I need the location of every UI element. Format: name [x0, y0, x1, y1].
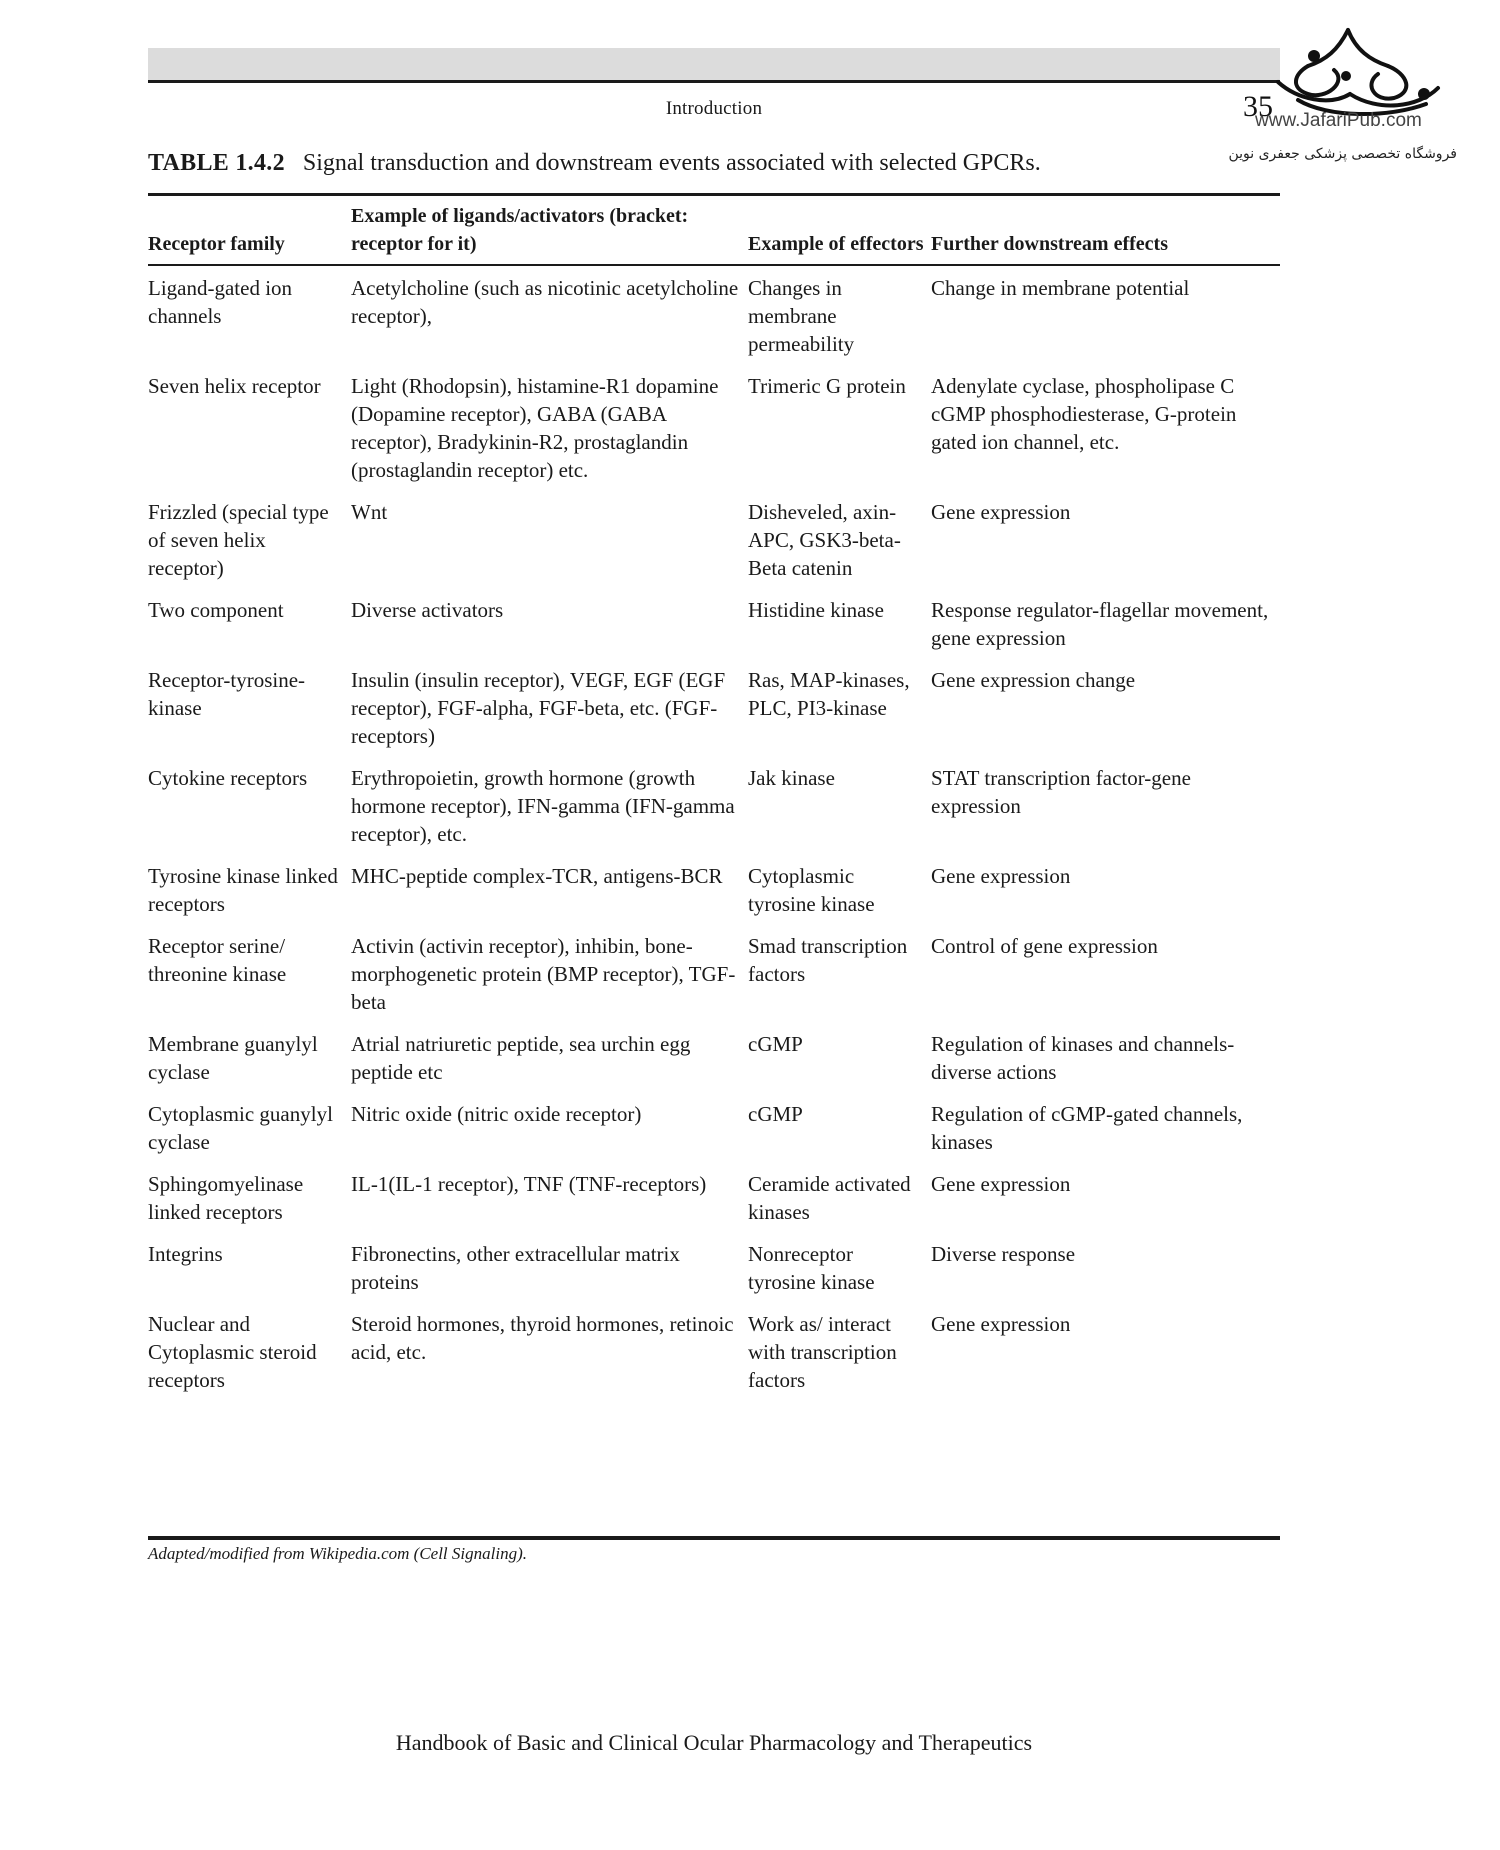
- book-title-footer: Handbook of Basic and Clinical Ocular Pharmacology and Therapeutics: [395, 1730, 1033, 1755]
- table-row: [148, 1100, 1280, 1170]
- table-row: [148, 1170, 1280, 1240]
- receptor-family-cell: Receptor-tyrosine-kinase: [148, 668, 306, 720]
- ligands-cell: IL-1(IL-1 receptor), TNF (TNF-receptors): [351, 1172, 707, 1196]
- receptor-family-cell: Receptor serine/ threonine kinase: [148, 934, 287, 986]
- table-row: [148, 1310, 1280, 1408]
- receptor-family-cell: Ligand-gated ion channels: [148, 276, 293, 328]
- column-header: Further downstream effects: [931, 233, 1168, 255]
- column-header: Example of ligands/activators (bracket: receptor for it): [351, 205, 689, 255]
- receptor-family-cell: Nuclear and Cytoplasmic steroid receptors: [148, 1312, 317, 1392]
- receptor-family-cell: Membrane guanylyl cyclase: [148, 1032, 318, 1084]
- ligands-cell: Erythropoietin, growth hormone (growth hormone receptor), IFN-gamma (IFN-gamma receptor), etc.: [351, 766, 735, 846]
- effectors-cell: Ceramide activated kinases: [748, 1172, 911, 1224]
- page-number: 35: [1243, 90, 1273, 123]
- table-row: [148, 1240, 1280, 1310]
- ligands-cell: Nitric oxide (nitric oxide receptor): [351, 1102, 642, 1126]
- table-row: [148, 1030, 1280, 1100]
- effectors-cell: Smad transcription factors: [748, 934, 908, 986]
- ligands-cell: Insulin (insulin receptor), VEGF, EGF (EGF receptor), FGF-alpha, FGF-beta, etc. (FGF-receptors): [351, 668, 726, 748]
- table-row: [148, 596, 1280, 666]
- downstream-effects-cell: Regulation of cGMP-gated channels, kinases: [931, 1102, 1243, 1154]
- effectors-cell: Changes in membrane permeability: [748, 276, 855, 356]
- watermark-site: www.JafariPub.com: [1255, 110, 1422, 131]
- downstream-effects-cell: Gene expression change: [931, 668, 1136, 692]
- downstream-effects-cell: Gene expression: [931, 864, 1071, 888]
- downstream-effects-cell: Gene expression: [931, 1312, 1071, 1336]
- ligands-cell: Light (Rhodopsin), histamine-R1 dopamine (Dopamine receptor), GABA (GABA receptor), Bradykinin-R2, prostaglandin (prostaglandin receptor) etc.: [351, 374, 719, 482]
- receptor-family-cell: Tyrosine kinase linked receptors: [148, 864, 338, 916]
- header-rule: [148, 80, 1280, 83]
- downstream-effects-cell: Change in membrane potential: [931, 276, 1190, 300]
- table-row: [148, 372, 1280, 498]
- table-body: [148, 264, 1280, 1408]
- receptor-family-cell: Sphingomyelinase linked receptors: [148, 1172, 304, 1224]
- effectors-cell: Nonreceptor tyrosine kinase: [748, 1242, 875, 1294]
- ligands-cell: Activin (activin receptor), inhibin, bone-morphogenetic protein (BMP receptor), TGF-beta: [351, 934, 736, 1014]
- effectors-cell: Disheveled, axin-APC, GSK3-beta-Beta catenin: [748, 500, 901, 580]
- receptor-family-cell: Cytoplasmic guanylyl cyclase: [148, 1102, 333, 1154]
- receptor-family-cell: Cytokine receptors: [148, 766, 308, 790]
- table-bottom-rule: [148, 1536, 1280, 1540]
- ligands-cell: Fibronectins, other extracellular matrix proteins: [351, 1242, 680, 1294]
- effectors-cell: Jak kinase: [748, 766, 835, 790]
- table-header-row: [148, 198, 1280, 264]
- column-header: Example of effectors: [748, 233, 924, 255]
- table-row: [148, 764, 1280, 862]
- downstream-effects-cell: Adenylate cyclase, phospholipase C cGMP phosphodiesterase, G-protein gated ion channel, etc.: [931, 374, 1237, 454]
- effectors-cell: Trimeric G protein: [748, 374, 906, 398]
- column-header: Receptor family: [148, 233, 285, 255]
- ligands-cell: Wnt: [351, 500, 388, 524]
- downstream-effects-cell: Diverse response: [931, 1242, 1076, 1266]
- ligands-cell: MHC-peptide complex-TCR, antigens-BCR: [351, 864, 723, 888]
- ligands-cell: Diverse activators: [351, 598, 504, 622]
- effectors-cell: Work as/ interact with transcription factors: [748, 1312, 897, 1392]
- effectors-cell: Cytoplasmic tyrosine kinase: [748, 864, 875, 916]
- effectors-cell: Ras, MAP-kinases, PLC, PI3-kinase: [748, 668, 910, 720]
- watermark-shop-name: فروشگاه تخصصی پزشکی جعفری نوین: [1228, 146, 1457, 162]
- receptor-family-cell: Two component: [148, 598, 284, 622]
- ligands-cell: Acetylcholine (such as nicotinic acetylcholine receptor),: [351, 276, 739, 328]
- table-row: [148, 498, 1280, 596]
- downstream-effects-cell: Regulation of kinases and channels-diverse actions: [931, 1032, 1235, 1084]
- downstream-effects-cell: Gene expression: [931, 500, 1071, 524]
- downstream-effects-cell: Gene expression: [931, 1172, 1071, 1196]
- downstream-effects-cell: STAT transcription factor-gene expression: [931, 766, 1191, 818]
- gpcr-table: [148, 198, 1280, 1408]
- ligands-cell: Steroid hormones, thyroid hormones, retinoic acid, etc.: [351, 1312, 734, 1364]
- header-band: [148, 48, 1280, 80]
- table-row: [148, 264, 1280, 372]
- downstream-effects-cell: Response regulator-flagellar movement, gene expression: [931, 598, 1269, 650]
- table-title: [148, 150, 1041, 177]
- downstream-effects-cell: Control of gene expression: [931, 934, 1158, 958]
- effectors-cell: cGMP: [748, 1032, 803, 1056]
- receptor-family-cell: Integrins: [148, 1242, 223, 1266]
- table-row: [148, 932, 1280, 1030]
- table-top-rule: [148, 193, 1280, 196]
- receptor-family-cell: Seven helix receptor: [148, 374, 321, 398]
- table-label: TABLE 1.4.2: [148, 150, 285, 176]
- table-row: [148, 666, 1280, 764]
- effectors-cell: cGMP: [748, 1102, 803, 1126]
- running-head: Introduction: [665, 98, 763, 119]
- effectors-cell: Histidine kinase: [748, 598, 884, 622]
- receptor-family-cell: Frizzled (special type of seven helix receptor): [148, 500, 329, 580]
- table-row: [148, 862, 1280, 932]
- table-caption: Signal transduction and downstream events associated with selected GPCRs.: [302, 150, 1041, 176]
- table-footnote: Adapted/modified from Wikipedia.com (Cell Signaling).: [148, 1544, 527, 1563]
- ligands-cell: Atrial natriuretic peptide, sea urchin egg peptide etc: [351, 1032, 691, 1084]
